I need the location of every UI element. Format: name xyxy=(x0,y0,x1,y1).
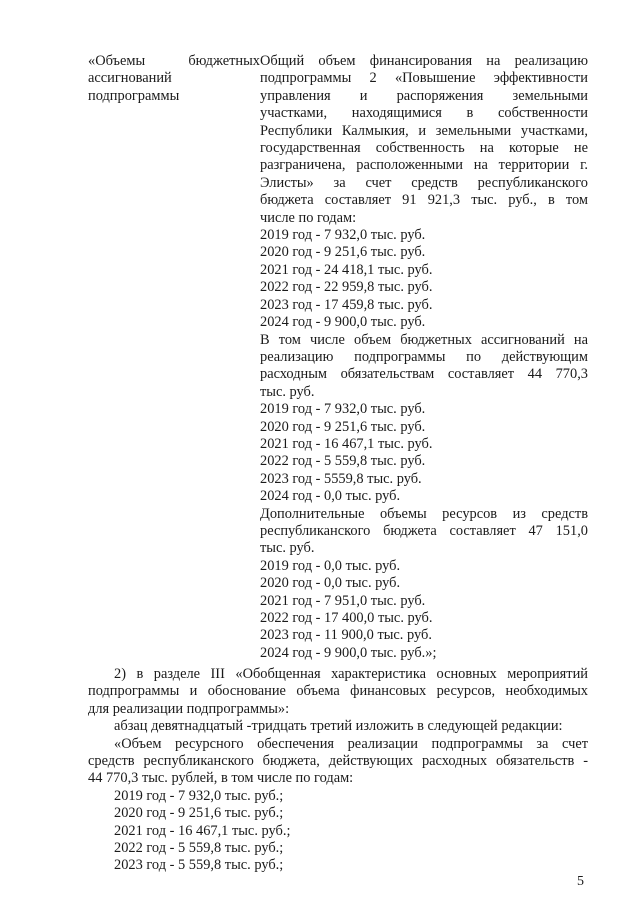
content-line: реализацию подпрограммы по действующим xyxy=(260,348,588,365)
content-line: расходным обязательствам составляет 44 770,3 xyxy=(260,366,588,383)
year-amount-line: 2020 год - 9 251,6 тыс. руб. xyxy=(260,244,426,261)
content-line: числе по годам: xyxy=(260,209,357,226)
year-amount-line: 2020 год - 9 251,6 тыс. руб.; xyxy=(114,805,284,822)
year-amount-line: 2021 год - 16 467,1 тыс. руб. xyxy=(260,435,433,452)
paragraph-line: 2) в разделе III «Обобщенная характеристика основных мероприятий xyxy=(114,666,588,682)
label-line: подпрограммы xyxy=(88,87,180,104)
year-amount-line: 2022 год - 22 959,8 тыс. руб. xyxy=(260,279,433,296)
label-line: ассигнований xyxy=(88,70,172,87)
paragraph-line: 44 770,3 тыс. рублей, в том числе по годам: xyxy=(88,770,354,787)
content-line: управления и распоряжения земельными xyxy=(260,87,588,104)
year-amount-line: 2023 год - 11 900,0 тыс. руб. xyxy=(260,627,432,644)
year-amount-line: 2023 год - 5 559,8 тыс. руб.; xyxy=(114,857,284,874)
year-amount-line: 2023 год - 17 459,8 тыс. руб. xyxy=(260,296,433,313)
table-content-cell xyxy=(260,53,588,662)
year-amount-line: 2021 год - 7 951,0 тыс. руб. xyxy=(260,592,426,609)
paragraph-line: «Объем ресурсного обеспечения реализации подпрограммы за счет xyxy=(114,735,588,752)
year-amount-line: 2020 год - 9 251,6 тыс. руб. xyxy=(260,418,426,435)
content-line: разграничена, расположенными на территории г. xyxy=(260,157,588,174)
year-amount-line: 2020 год - 0,0 тыс. руб. xyxy=(260,575,401,592)
paragraph-line: абзац девятнадцатый -тридцать третий изложить в следующей редакции: xyxy=(114,718,563,735)
content-line: республиканского бюджета составляет 47 151,0 xyxy=(260,522,588,539)
year-amount-line: 2019 год - 0,0 тыс. руб. xyxy=(260,557,401,574)
year-amount-line: 2022 год - 17 400,0 тыс. руб. xyxy=(260,610,433,626)
year-amount-line: 2024 год - 0,0 тыс. руб. xyxy=(260,488,401,505)
page-number: 5 xyxy=(577,874,584,889)
body-section xyxy=(88,666,588,875)
year-amount-line: 2021 год - 16 467,1 тыс. руб.; xyxy=(114,822,291,839)
content-line: Республики Калмыкия, и земельными участками, xyxy=(260,122,588,139)
content-line: бюджета составляет 91 921,3 тыс. руб., в том xyxy=(260,192,588,209)
year-amount-line: 2019 год - 7 932,0 тыс. руб. xyxy=(260,401,426,418)
content-line: Элисты» за счет средств республиканского xyxy=(260,174,588,191)
year-amount-line: 2024 год - 9 900,0 тыс. руб.»; xyxy=(260,644,437,661)
budget-table xyxy=(88,53,588,662)
year-amount-line: 2024 год - 9 900,0 тыс. руб. xyxy=(260,314,426,331)
year-amount-line: 2022 год - 5 559,8 тыс. руб.; xyxy=(114,840,284,857)
year-amount-line: 2022 год - 5 559,8 тыс. руб. xyxy=(260,453,426,470)
year-amount-line: 2019 год - 7 932,0 тыс. руб. xyxy=(260,227,426,244)
label-line: «Объемы бюджетных xyxy=(88,53,260,69)
content-line: тыс. руб. xyxy=(260,540,315,557)
content-line: Общий объем финансирования на реализацию xyxy=(260,53,588,69)
content-line: тыс. руб. xyxy=(260,383,315,400)
content-line: подпрограммы 2 «Повышение эффективности xyxy=(260,70,588,87)
paragraph-line: средств республиканского бюджета, действующих расходных обязательств - xyxy=(88,753,588,770)
content-line: В том числе объем бюджетных ассигнований на xyxy=(260,331,588,348)
year-amount-line: 2021 год - 24 418,1 тыс. руб. xyxy=(260,261,433,278)
year-amount-line: 2023 год - 5559,8 тыс. руб. xyxy=(260,470,422,487)
content-line: участками, находящимися в собственности xyxy=(260,105,588,122)
content-line: государственная собственность на которые не xyxy=(260,140,588,157)
paragraph-line: подпрограммы и обоснование объема финансовых ресурсов, необходимых xyxy=(88,683,588,700)
table-label-cell xyxy=(88,53,260,662)
year-amount-line: 2019 год - 7 932,0 тыс. руб.; xyxy=(114,787,284,804)
content-line: Дополнительные объемы ресурсов из средств xyxy=(260,505,588,522)
paragraph-line: для реализации подпрограммы»: xyxy=(88,700,290,717)
